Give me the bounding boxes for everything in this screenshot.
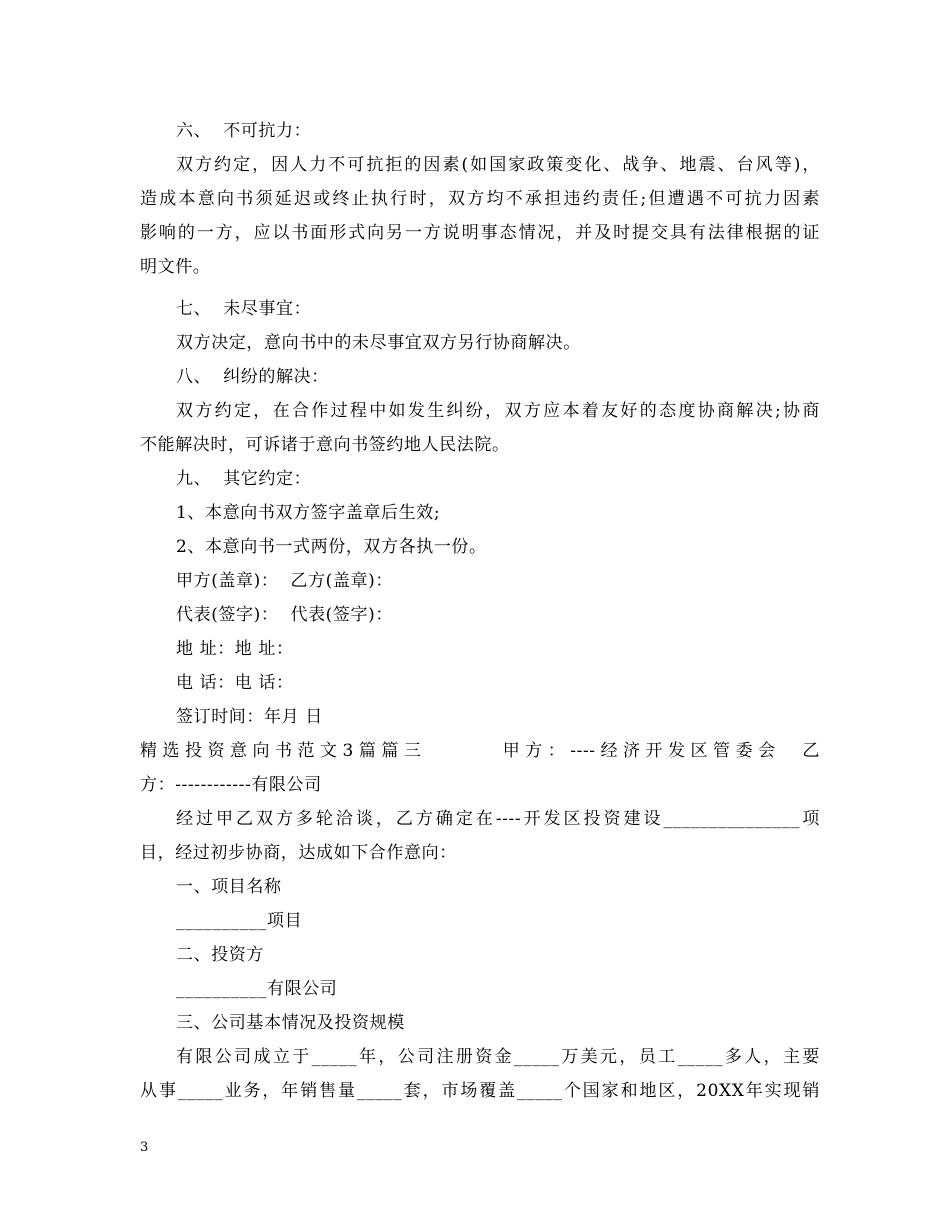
page-number: 3	[140, 1140, 149, 1155]
paragraph-line: 经过甲乙双方多轮洽谈，乙方确定在----开发区投资建设_______________项	[176, 809, 820, 829]
paragraph-line: 双方约定，在合作过程中如发生纠纷，双方应本着友好的态度协商解决;协商	[176, 401, 820, 421]
section-heading-project-name: 一、项目名称	[176, 877, 282, 897]
paragraph-line: 从事_____业务，年销售量_____套，市场覆盖_____个国家和地区，20XX年实现销	[140, 1081, 820, 1101]
representative-line: 代表(签字)： 代表(签字)：	[176, 605, 393, 625]
paragraph-line: 明文件。	[140, 257, 211, 277]
party-b-line: 方：------------有限公司	[140, 775, 322, 795]
section-heading-company-info: 三、公司基本情况及投资规模	[176, 1013, 405, 1033]
paragraph-line: 影响的一方，应以书面形式向另一方说明事态情况，并及时提交具有法律根据的证	[140, 223, 820, 243]
project-blank-line: __________项目	[176, 911, 303, 931]
section-heading-dispute-resolution: 八、 纠纷的解决：	[176, 367, 329, 387]
signing-date-line: 签订时间：年月 日	[176, 707, 323, 727]
section-heading-force-majeure: 六、 不可抗力：	[176, 121, 312, 141]
paragraph-line: 目，经过初步协商，达成如下合作意向：	[140, 843, 457, 863]
paragraph-line: 双方约定，因人力不可抗拒的因素(如国家政策变化、战争、地震、台风等)，	[176, 155, 820, 175]
paragraph-line: 有限公司成立于_____年，公司注册资金_____万美元，员工_____多人，主要	[176, 1047, 820, 1067]
address-line: 地 址：地 址：	[176, 639, 294, 659]
section-heading-unresolved-matters: 七、 未尽事宜：	[176, 299, 312, 319]
paragraph-line: 双方决定，意向书中的未尽事宜双方另行协商解决。	[176, 333, 581, 353]
section-heading-investor: 二、投资方	[176, 945, 264, 965]
list-item: 1、本意向书双方签字盖章后生效;	[176, 503, 441, 523]
list-item: 2、本意向书一式两份，双方各执一份。	[176, 537, 487, 557]
seal-line: 甲方(盖章)： 乙方(盖章)：	[176, 571, 393, 591]
paragraph-line: 造成本意向书须延迟或终止执行时，双方均不承担违约责任;但遭遇不可抗力因素	[140, 189, 820, 209]
article-title-line: 精选投资意向书范文3篇篇三 甲方：----经济开发区管委会 乙	[140, 741, 820, 761]
investor-blank-line: __________有限公司	[176, 979, 338, 999]
paragraph-line: 不能解决时，可诉诸于意向书签约地人民法院。	[140, 435, 510, 455]
section-heading-other-agreements: 九、 其它约定：	[176, 469, 312, 489]
phone-line: 电 话：电 话：	[176, 673, 294, 693]
